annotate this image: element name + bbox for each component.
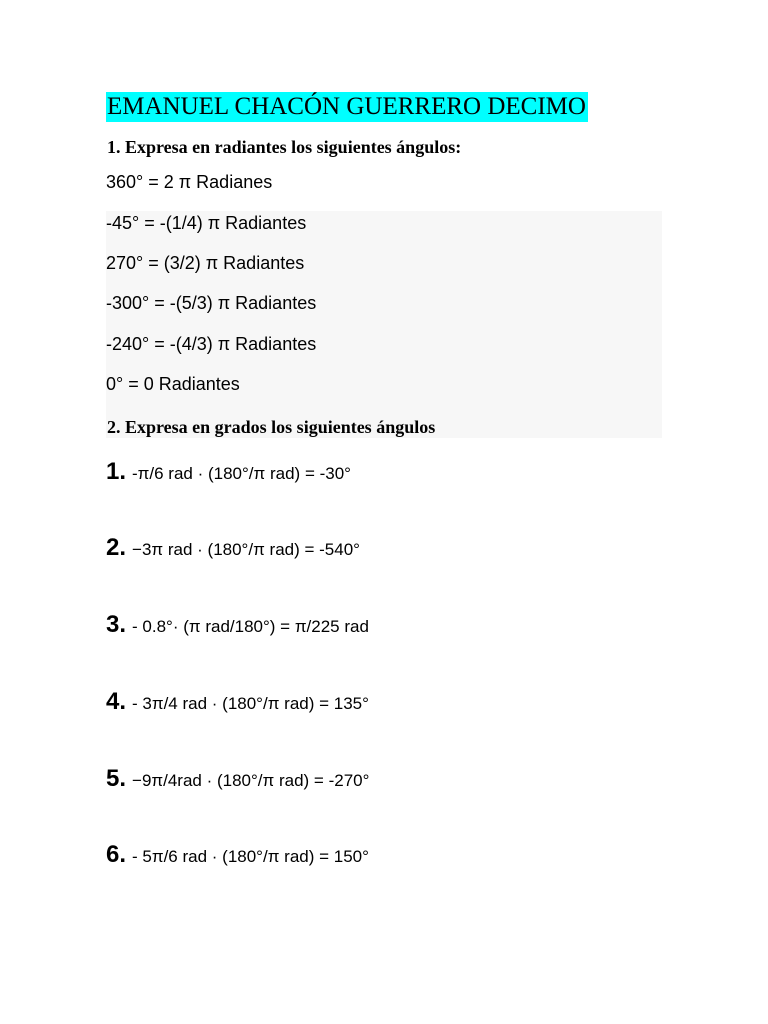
answer-number: 2.: [106, 534, 127, 561]
shaded-block: [106, 211, 662, 438]
answer-expression: - 5π/6 rad · (180°/π rad) = 150°: [132, 847, 369, 866]
answer-item-4: [106, 688, 369, 718]
conversion-line-3: 270° = (3/2) π Radiantes: [106, 253, 305, 273]
answer-expression: - 3π/4 rad · (180°/π rad) = 135°: [132, 694, 369, 713]
answer-number: 3.: [106, 611, 127, 638]
answer-item-6: [106, 841, 369, 871]
answer-expression: - 0.8°· (π rad/180°) = π/225 rad: [132, 617, 369, 636]
answer-number: 6.: [106, 841, 127, 868]
conversion-line-5: -240° = -(4/3) π Radiantes: [106, 334, 317, 354]
answer-number: 1.: [106, 458, 127, 485]
conversion-line-2: -45° = -(1/4) π Radiantes: [106, 213, 307, 233]
answer-item-1: [106, 458, 351, 488]
section-2-heading: 2. Expresa en grados los siguientes ángulos: [107, 417, 436, 437]
answer-number: 4.: [106, 688, 127, 715]
conversion-line-6: 0° = 0 Radiantes: [106, 374, 240, 394]
answer-item-2: [106, 534, 360, 564]
answer-number: 5.: [106, 765, 127, 792]
answer-item-5: [106, 765, 369, 795]
answer-expression: −9π/4rad · (180°/π rad) = -270°: [132, 771, 370, 790]
answer-item-3: [106, 611, 369, 641]
conversion-line-1: 360° = 2 π Radianes: [106, 172, 273, 192]
answer-expression: -π/6 rad · (180°/π rad) = -30°: [132, 464, 351, 483]
section-1-heading: 1. Expresa en radiantes los siguientes ángulos:: [107, 137, 462, 157]
conversion-line-4: -300° = -(5/3) π Radiantes: [106, 293, 317, 313]
answer-expression: −3π rad · (180°/π rad) = -540°: [132, 540, 360, 559]
document-title: EMANUEL CHACÓN GUERRERO DECIMO: [107, 93, 586, 120]
